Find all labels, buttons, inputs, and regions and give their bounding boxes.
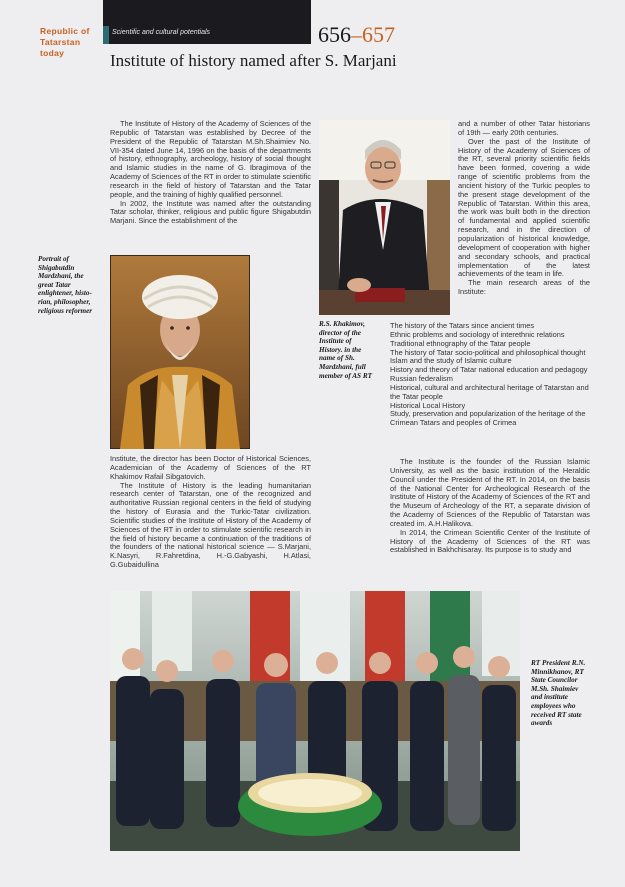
caption-line: Shigabutdin xyxy=(38,263,75,272)
caption-line: History. in the xyxy=(319,345,362,354)
list-item: History and theory of Tatar national education and pedagogy xyxy=(390,365,588,375)
page-right: 657 xyxy=(362,22,395,47)
caption-line: member of AS RT xyxy=(319,371,373,380)
caption-line: and institute xyxy=(531,693,568,702)
body-text-col1-top xyxy=(110,120,311,226)
body-text-col1-bottom xyxy=(110,455,311,570)
khakimov-photo xyxy=(319,120,450,315)
group-photo-image xyxy=(110,591,520,851)
caption-khakimov xyxy=(319,320,389,380)
list-item: Islam and the study of Islamic culture xyxy=(390,356,512,366)
caption-line: rian, philosopher, xyxy=(38,297,91,306)
caption-line: Mardzhani, the xyxy=(38,272,84,281)
caption-line: employees who xyxy=(531,701,576,710)
caption-line: Portrait of xyxy=(38,255,69,263)
page-dash: – xyxy=(351,22,362,47)
list-item: The history of the Tatars since ancient times xyxy=(390,321,535,330)
page-title: Institute of history named after S. Marjani xyxy=(110,51,397,70)
caption-group xyxy=(531,659,611,728)
paragraph: In 2014, the Crimean Scientific Center of the Institute of History of the Academy of Sciences of the RT was established in Bakhchisaray. Its purpose is to study and xyxy=(390,527,590,555)
paragraph: Over the past of the Institute of History of the Academy of Sciences of the RT, several priority scientific fields have been formed, covering a wide range of scientific problems from the ancient history of the Turkic peoples to the present stage development of the Republic of Tatarstan. Within this area, the work was built both in the direction of fundamental and applied scientific research, and in the direction of popularization of historical knowledge, development of cooperation with higher and secondary schools, and practical implementation of the latest achievements of the team in life. xyxy=(458,136,590,279)
caption-line: enlightener, histo- xyxy=(38,289,92,298)
list-item: Historical Local History xyxy=(390,400,466,410)
caption-line: Mardzhani, full xyxy=(319,362,366,371)
list-item: The history of Tatar socio-political and philosophical thought xyxy=(390,347,586,357)
caption-line: Minnikhanov, RT xyxy=(531,667,584,676)
list-item: Traditional ethnography of the Tatar people xyxy=(390,338,531,348)
caption-line: received RT state xyxy=(531,710,582,719)
marjani-portrait-image xyxy=(110,255,250,449)
list-item: Russian federalism xyxy=(390,374,453,384)
list-item: Historical, cultural and architectural heritage of Tatarstan and the Tatar people xyxy=(390,382,589,401)
header-bar xyxy=(103,0,311,44)
page-left: 656 xyxy=(318,22,351,47)
body-text-col2-bottom xyxy=(390,458,590,555)
paragraph: In 2002, the Institute was named after the outstanding Tatar scholar, thinker, religious and public figure Shigabutdin Marjani. Since the establishment of the xyxy=(110,198,311,226)
brand-line: Republic of xyxy=(40,26,90,36)
caption-line: awards xyxy=(531,719,553,728)
paragraph: and a number of other Tatar historians of 19th — early 20th centuries. xyxy=(458,119,590,137)
caption-line: great Tatar xyxy=(38,280,71,289)
section-label: Scientific and cultural potentials xyxy=(112,29,211,36)
brand-line: today xyxy=(40,48,65,58)
brand-logo xyxy=(40,26,110,59)
caption-line: religious reformer xyxy=(38,306,93,315)
khakimov-photo-image xyxy=(319,120,450,315)
caption-line: director of the xyxy=(319,328,361,337)
caption-line: State Councilor xyxy=(531,676,578,685)
caption-marjani xyxy=(38,255,108,315)
header-accent xyxy=(103,26,109,44)
paragraph: The Institute of History is the leading humanitarian research center of Tatarstan, one of the recognized and authoritative Russian regional centers in the field of studying the history of Eurasia and the Turkic-Tatar civilization. Scientific studies of the Institute of History of the Academy of Sciences of the RT in order to stimulate scientific research in the field of history became a continuation of the traditions of the founders of the national historical science — S.Marjani, K.Nasyri, R.Fahretdina, H.-G.Gabyashi, H.Atlasi, G.Gubaidullina xyxy=(110,480,311,570)
list-item: Ethnic problems and sociology of interethnic relations xyxy=(390,329,565,339)
group-photo xyxy=(110,591,520,851)
caption-line: Institute of xyxy=(319,337,352,346)
paragraph: The Institute of History of the Academy of Sciences of the Republic of Tatarstan was established by Decree of the President of the Republic of Tatarstan M.Sh.Shaimiev No. VII-354 dated June 14, 1996 on the basis of the departments of history, ethnography, archeology, history of social thought and Islamic studies in the name of G. Ibragimova of the Academy of Sciences of the RT in order to stimulate scientific research in the field of history of Tatarstan and the Tatar people, and the training of highly qualified personnel. xyxy=(110,119,311,199)
marjani-portrait xyxy=(110,255,250,449)
brand-line: Tatarstan xyxy=(40,37,81,47)
paragraph: The main research areas of the Institute: xyxy=(458,278,590,297)
paragraph: Institute, the director has been Doctor of Historical Sciences, Academician of the Academy of Sciences of the RT Khakimov Rafail Sibgatovich. xyxy=(110,454,311,481)
caption-line: name of Sh. xyxy=(319,354,355,363)
caption-line: RT President R.N. xyxy=(531,659,586,667)
list-item: Study, preservation and popularization of the heritage of the Crimean Tatars and peoples of Crimea xyxy=(390,409,586,428)
caption-line: R.S. Khakimov, xyxy=(319,320,366,328)
body-text-col2-top xyxy=(458,120,590,297)
research-areas-list xyxy=(390,322,590,428)
caption-line: M.Sh. Shaimiev xyxy=(531,684,579,693)
page-numbers xyxy=(318,22,395,48)
paragraph: The Institute is the founder of the Russian Islamic University, as well as the basic institution of the Heraldic Council under the President of the RT. In 2014, on the basis of the National Center for Archeological Research of the Institute of History of the Academy of Sciences of the RT and the Museum of Archeology of the RT, a separate division of the Academy of Sciences of the Republic of Tatarstan was created im. A.H.Halikova. xyxy=(390,457,590,528)
